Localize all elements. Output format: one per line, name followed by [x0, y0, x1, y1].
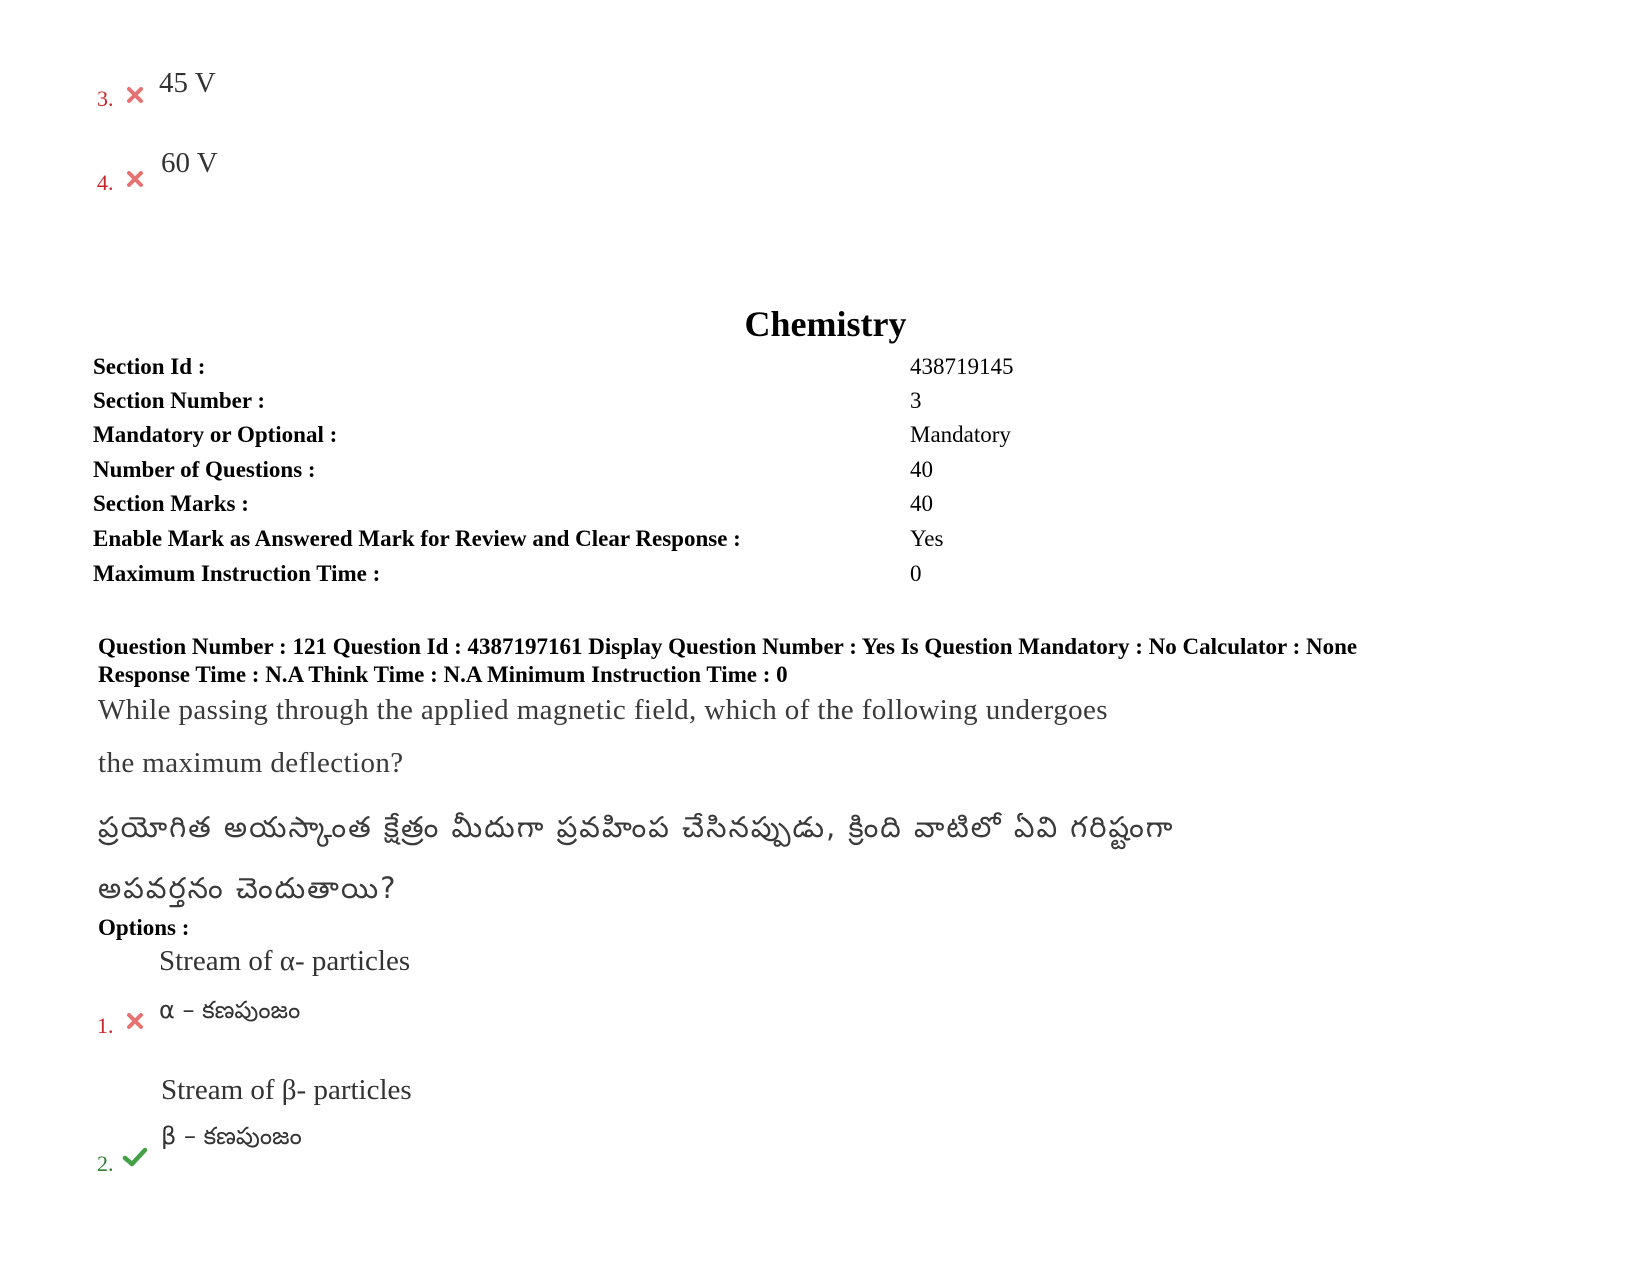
question-meta-line: Response Time : N.A Think Time : N.A Minimum Instruction Time : 0: [98, 662, 788, 687]
question-text-te: ప్రయోగిత అయస్కాంత క్షేత్రం మీదుగా ప్రవహింప చేసినప్పుడు, క్రింది వాటిలో ఏవి గరిష్టంగా: [98, 810, 1175, 844]
option-text-te: β – కణపుంజం: [161, 1122, 302, 1150]
section-info-value: 3: [910, 388, 922, 413]
cross-icon: [126, 170, 144, 188]
section-info-value: 40: [910, 457, 933, 482]
question-text-en: While passing through the applied magnetic field, which of the following undergoes: [98, 694, 1108, 726]
section-info-label: Section Marks :: [93, 491, 249, 516]
question-meta-line: Question Number : 121 Question Id : 4387197161 Display Question Number : Yes Is Question Mandatory : No Calculator : None: [98, 634, 1358, 659]
option-number: 2.: [97, 1151, 114, 1176]
section-info-label: Section Id :: [93, 354, 206, 379]
section-info-value: 40: [910, 491, 933, 516]
option-number: 3.: [97, 86, 114, 111]
option-number: 1.: [97, 1013, 114, 1038]
option-text-te: α – కణపుంజం: [159, 996, 301, 1024]
question-text-te: అపవర్తనం చెందుతాయి?: [98, 871, 398, 905]
section-info-value: Yes: [910, 526, 944, 551]
question-text-en: the maximum deflection?: [98, 747, 404, 779]
option-text-en: Stream of α- particles: [159, 945, 411, 977]
section-info-value: 0: [910, 561, 922, 586]
option-text-en: Stream of β- particles: [161, 1074, 412, 1106]
check-icon: [122, 1146, 148, 1168]
options-label: Options :: [98, 915, 190, 940]
section-info-label: Section Number :: [93, 388, 266, 413]
section-info-label: Maximum Instruction Time :: [93, 561, 381, 586]
section-info-label: Mandatory or Optional :: [93, 422, 338, 447]
cross-icon: [126, 86, 144, 104]
section-info-label: Enable Mark as Answered Mark for Review and Clear Response :: [93, 526, 741, 551]
section-info-label: Number of Questions :: [93, 457, 316, 482]
section-info-value: Mandatory: [910, 422, 1011, 447]
section-title: Chemistry: [744, 304, 907, 344]
section-info-value: 438719145: [910, 354, 1014, 379]
option-number: 4.: [97, 170, 114, 195]
cross-icon: [126, 1012, 144, 1030]
option-text: 45 V: [159, 67, 216, 99]
option-text: 60 V: [161, 147, 218, 179]
